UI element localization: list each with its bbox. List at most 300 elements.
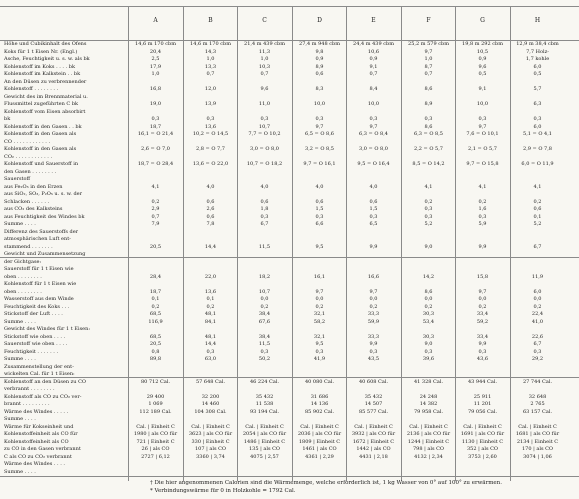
table-cell: 0,1 <box>533 213 542 220</box>
table-cell: 4,1 <box>533 183 542 190</box>
row-label: zu CO in den Gasen verbrannt <box>4 446 81 453</box>
row-rule <box>0 476 579 477</box>
table-cell: 13,6 <box>204 288 217 295</box>
table-cell: 9,7 = O 16,1 <box>303 161 336 168</box>
table-cell: 0,6 <box>260 198 269 205</box>
table-cell: 9,9 <box>369 243 378 250</box>
row-label: Kohlenstoff im Koks . . . . bk <box>4 63 76 70</box>
table-cell: 14,3 <box>204 48 217 55</box>
table-cell: 5,7 <box>533 86 542 93</box>
table-cell: 107 | als CO <box>194 446 227 453</box>
table-cell: 13,6 <box>204 123 217 130</box>
table-cell: 4,0 <box>315 183 324 190</box>
row-label: Gewicht des im Brennmaterial u. <box>4 93 88 100</box>
table-cell: 0,3 <box>369 116 378 123</box>
table-cell: 6,7 <box>260 221 269 228</box>
row-label: atmosphärischen Luft ent- <box>4 236 71 243</box>
table-cell: 9,1 <box>369 63 378 70</box>
table-cell: 9,9 <box>478 243 487 250</box>
table-cell: 8,4 <box>369 86 378 93</box>
table-cell: 53,4 <box>422 318 435 325</box>
table-cell: 12,9 m 38,4 cbm <box>516 41 559 47</box>
row-label: Summe . . . . <box>4 356 36 363</box>
table-cell: 0,6 <box>315 71 324 78</box>
row-label: Koks für 1 t Eisen Nr. (Engl.) <box>4 48 78 55</box>
row-label: Asche, Feuchtigkeit u. s. w. als bk <box>4 56 90 63</box>
table-cell: 0,1 <box>151 296 160 303</box>
table-cell: Cal. | Einheit C <box>300 423 339 430</box>
table-cell: 89,8 <box>149 356 162 363</box>
table-cell: 48,1 <box>204 333 217 340</box>
table-cell: 59,2 <box>476 318 489 325</box>
table-cell: 5,2 <box>424 221 433 228</box>
row-label: Wärme des Windes . . . . . <box>4 408 69 415</box>
table-cell: 5,1 = O 4,1 <box>523 131 552 138</box>
table-cell: 29 400 <box>146 393 165 400</box>
table-cell: 0,6 <box>369 198 378 205</box>
table-cell: 1486 | Einheit C <box>243 438 286 445</box>
table-cell: 0,3 <box>533 348 542 355</box>
table-cell: 2727 | 6,12 <box>141 453 170 460</box>
table-cell: 0,9 <box>315 56 324 63</box>
table-cell: 6,3 = O 8,4 <box>359 131 388 138</box>
table-cell: Cal. | Einheit C <box>354 423 393 430</box>
table-cell: 32,1 <box>313 333 326 340</box>
table-cell: 0,7 <box>260 71 269 78</box>
table-cell: 0,3 <box>478 116 487 123</box>
table-cell: 84,1 <box>204 318 217 325</box>
table-cell: 0,3 <box>206 116 215 123</box>
table-cell: 40 608 Cal. <box>358 378 389 385</box>
table-cell: 8,9 <box>424 101 433 108</box>
table-cell: 1442 | als CO <box>356 446 391 453</box>
table-cell: 9,9 <box>369 341 378 348</box>
table-cell: 14,4 <box>204 243 217 250</box>
table-cell: 0,5 <box>478 71 487 78</box>
table-cell: 3753 | 2,60 <box>468 453 497 460</box>
table-cell: 4,0 <box>260 183 269 190</box>
table-cell: 1672 | Einheit C <box>352 438 395 445</box>
table-cell: 3360 | 3,74 <box>196 453 225 460</box>
table-cell: 4,0 <box>369 183 378 190</box>
table-cell: 6,0 <box>533 288 542 295</box>
table-cell: 43,6 <box>476 356 489 363</box>
column-rule <box>128 6 129 481</box>
table-cell: 14,4 <box>204 341 217 348</box>
table-cell: 33,4 <box>476 311 489 318</box>
table-cell: 2,8 = O 7,7 <box>196 146 225 153</box>
table-cell: 4,1 <box>424 183 433 190</box>
table-cell: 0,6 <box>206 198 215 205</box>
table-cell: 1130 | Einheit C <box>461 438 504 445</box>
column-header-c: C <box>262 17 267 24</box>
table-cell: 9,7 <box>315 288 324 295</box>
table-cell: 7,8 <box>206 221 215 228</box>
table-cell: 14,6 m 170 cbm <box>190 41 231 47</box>
column-rule <box>237 6 238 481</box>
table-cell: 0,2 <box>369 303 378 310</box>
table-cell: 9,6 <box>478 63 487 70</box>
table-cell: 721 | Einheit C <box>136 438 175 445</box>
table-cell: 1,0 <box>424 56 433 63</box>
table-cell: 3,0 = O 8,0 <box>359 146 388 153</box>
table-cell: 41,9 <box>313 356 326 363</box>
table-cell: 8,7 <box>424 63 433 70</box>
table-cell: 1681 | als CO für <box>515 431 560 438</box>
table-cell: 10,0 <box>313 101 326 108</box>
column-header-d: D <box>317 17 322 24</box>
table-cell: 9,0 <box>424 243 433 250</box>
table-cell: 39,6 <box>422 356 435 363</box>
table-cell: 6,6 <box>315 221 324 228</box>
table-cell: 38,4 <box>258 333 271 340</box>
row-label: C als CO zu CO₂ verbrannt <box>4 453 72 460</box>
table-cell: 2054 | als CO für <box>242 431 287 438</box>
table-cell: 0,3 <box>151 116 160 123</box>
row-label: Kohlenstoff und Sauerstoff in <box>4 161 79 168</box>
row-label: Kohlenstoff in den Gasen . . bk <box>4 123 82 130</box>
table-cell: 16,1 <box>313 273 326 280</box>
table-cell: 24,4 m 439 cbm <box>353 41 394 47</box>
table-cell: 10,7 = O 18,2 <box>246 161 283 168</box>
column-rule <box>401 6 402 481</box>
table-cell: 6,0 <box>533 123 542 130</box>
table-cell: 24 248 <box>419 393 438 400</box>
column-header-b: B <box>208 17 213 24</box>
table-cell: 1,7 kohle <box>525 56 550 63</box>
table-cell: 25 911 <box>473 393 492 400</box>
table-cell: 13,9 <box>204 101 217 108</box>
table-cell: 135 | als CO <box>248 446 281 453</box>
table-cell: 3623 | als CO für <box>188 431 233 438</box>
table-cell: 0,3 <box>424 116 433 123</box>
table-cell: 8,6 <box>424 86 433 93</box>
table-cell: 6,3 = O 8,5 <box>414 131 443 138</box>
table-cell: 4431 | 2,18 <box>359 453 388 460</box>
row-label: stammend . . . . . . . <box>4 243 53 250</box>
table-cell: 0,3 <box>260 116 269 123</box>
table-cell: 0,6 <box>206 213 215 220</box>
table-cell: 1980 | als CO für <box>133 431 178 438</box>
table-cell: 3932 | als CO für <box>351 431 396 438</box>
table-cell: Cal. | Einheit C <box>191 423 230 430</box>
table-cell: 0,2 <box>151 198 160 205</box>
row-label: Stickstoff wie oben . . . . <box>4 333 66 340</box>
table-cell: 41,0 <box>531 318 544 325</box>
row-label: Kohlenstoff in den Gasen als <box>4 146 77 153</box>
table-cell: 116,9 <box>148 318 163 325</box>
table-cell: 3074 | 1,06 <box>523 453 552 460</box>
table-cell: 10,0 <box>367 101 380 108</box>
table-cell: 31 686 <box>310 393 329 400</box>
table-cell: 0,0 <box>424 296 433 303</box>
table-cell: 2,5 <box>151 56 160 63</box>
row-label: Kohlenstoff in den Gasen als <box>4 131 77 138</box>
row-label: Feuchtigkeit des Koks . . . <box>4 303 70 310</box>
table-cell: 9,7 <box>315 123 324 130</box>
table-cell: 33,3 <box>367 311 380 318</box>
table-cell: 22,0 <box>204 273 217 280</box>
table-cell: 9,5 <box>315 341 324 348</box>
table-cell: 1244 | Einheit C <box>407 438 450 445</box>
table-cell: 0,3 <box>315 116 324 123</box>
table-cell: Cal. | Einheit C <box>409 423 448 430</box>
table-cell: 6,0 = O 11,9 <box>521 161 554 168</box>
table-cell: 10,2 = O 14,5 <box>192 131 229 138</box>
table-cell: 32 648 <box>528 393 547 400</box>
table-cell: 10,7 <box>258 288 271 295</box>
table-cell: 85 577 Cal. <box>358 408 389 415</box>
table-cell: 1,5 <box>315 206 324 213</box>
table-cell: 18,7 <box>149 123 162 130</box>
table-cell: 9,7 <box>424 48 433 55</box>
table-cell: 0,3 <box>260 213 269 220</box>
table-cell: 0,8 <box>151 348 160 355</box>
table-cell: Cal. | Einheit C <box>136 423 175 430</box>
table-cell: 9,7 <box>478 123 487 130</box>
table-cell: 11 201 <box>473 401 492 408</box>
table-cell: 9,7 <box>478 288 487 295</box>
footnote-2: * Verbindungswärme für 0 in Holzkohle = 1792 Cal. <box>150 488 296 494</box>
table-cell: 4,1 <box>478 183 487 190</box>
table-cell: 20,5 <box>149 243 162 250</box>
row-label: Höhe und Cubikinhalt des Ofens <box>4 41 87 47</box>
table-cell: 79 056 Cal. <box>467 408 498 415</box>
table-cell: 9,1 <box>478 86 487 93</box>
table-cell: 0,2 <box>533 303 542 310</box>
table-cell: 4132 | 2,34 <box>414 453 443 460</box>
column-header-g: G <box>480 17 485 24</box>
table-cell: 9,5 = O 16,4 <box>357 161 390 168</box>
table-cell: 67,6 <box>258 318 271 325</box>
table-cell: 10,3 <box>258 63 271 70</box>
table-cell: 1691 | als CO für <box>460 431 505 438</box>
row-rule <box>0 6 579 7</box>
row-label: aus Feuchtigkeit des Windes bk <box>4 213 85 220</box>
table-cell: 38,4 <box>258 311 271 318</box>
table-cell: 48,1 <box>204 311 217 318</box>
table-cell: 0,3 <box>424 206 433 213</box>
row-label: An den Düsen zu verbrennender <box>4 78 87 85</box>
footnote-1: † Die hier angenommenen Calorien sind die Wärmemenge, welche erforderlich ist, 1 kg Wasser von 0° auf 100° zu erwärmen. <box>150 480 502 486</box>
table-cell: 26 | als CO <box>141 446 170 453</box>
table-cell: 0,7 <box>369 71 378 78</box>
table-cell: 0,3 <box>369 213 378 220</box>
row-label: bk <box>4 116 11 123</box>
table-cell: 0,3 <box>315 348 324 355</box>
row-label: Summe . . . . <box>4 318 36 325</box>
column-rule <box>510 6 511 481</box>
column-rule <box>346 6 347 481</box>
table-cell: 10,0 <box>476 101 489 108</box>
table-cell: 68,5 <box>149 333 162 340</box>
table-cell: 10,7 <box>258 123 271 130</box>
table-cell: 17,9 <box>149 63 162 70</box>
table-cell: 14 136 <box>310 401 329 408</box>
table-cell: 8,9 <box>315 63 324 70</box>
row-label: Feuchtigkeit . . . . . . . <box>4 348 59 355</box>
table-cell: 170 | als CO <box>521 446 554 453</box>
table-cell: 79 958 Cal. <box>413 408 444 415</box>
table-cell: 5,2 <box>533 221 542 228</box>
table-cell: 13,3 <box>204 63 217 70</box>
table-cell: 30,3 <box>422 311 435 318</box>
table-cell: 11,3 <box>258 48 271 55</box>
row-label: verbrannt . . . . . . . . <box>4 386 55 393</box>
table-cell: 8,3 <box>315 86 324 93</box>
row-label: wickelten Cal. für 1 t Eisen: <box>4 371 75 378</box>
table-cell: 798 | als CO <box>412 446 445 453</box>
table-cell: 0,2 <box>533 198 542 205</box>
table-cell: 0,3 <box>260 348 269 355</box>
table-cell: 18,7 = O 28,4 <box>137 161 174 168</box>
table-cell: 33,3 <box>367 333 380 340</box>
table-cell: 22,6 <box>531 333 544 340</box>
row-label: der Gichtgase: <box>4 258 42 265</box>
row-label: Stickstoff der Luft . . . . <box>4 311 63 318</box>
table-cell: 2 765 <box>530 401 545 408</box>
table-cell: 43,5 <box>367 356 380 363</box>
table-cell: 9,5 <box>315 243 324 250</box>
table-cell: 46 224 Cal. <box>249 378 280 385</box>
row-label: Kohlenstoff als CO zu CO₂ ver- <box>4 393 82 400</box>
table-cell: 0,1 <box>206 296 215 303</box>
table-cell: 14 382 <box>419 401 438 408</box>
table-cell: 58,2 <box>313 318 326 325</box>
table-cell: 2,6 = O 7,0 <box>141 146 170 153</box>
table-cell: 9,6 <box>260 86 269 93</box>
table-cell: 1 069 <box>148 401 163 408</box>
table-cell: 6,3 <box>533 101 542 108</box>
table-cell: 8,6 <box>424 288 433 295</box>
table-cell: 0,0 <box>369 296 378 303</box>
table-cell: 35 432 <box>255 393 274 400</box>
table-cell: 1,0 <box>151 71 160 78</box>
table-cell: 18,7 <box>149 288 162 295</box>
table-cell: 2036 | als CO für <box>297 431 342 438</box>
table-cell: 0,2 <box>478 198 487 205</box>
table-cell: 0,2 <box>424 303 433 310</box>
table-cell: 1,5 <box>369 206 378 213</box>
table-cell: 40 080 Cal. <box>304 378 335 385</box>
table-cell: 50,2 <box>258 356 271 363</box>
row-label: Sauerstoff wie oben . . . . <box>4 341 68 348</box>
table-cell: 33,4 <box>476 333 489 340</box>
table-cell: 0,7 <box>424 71 433 78</box>
table-cell: 0,3 <box>369 348 378 355</box>
table-cell: 11,0 <box>258 101 271 108</box>
row-label: Sauerstoff für 1 t Eisen wie <box>4 266 74 273</box>
table-cell: 0,9 <box>369 56 378 63</box>
table-cell: 3,0 = O 8,0 <box>250 146 279 153</box>
row-label: Kohlenstoff . . . . . . . . <box>4 86 59 93</box>
table-cell: 0,2 <box>260 303 269 310</box>
table-cell: 14 507 <box>364 401 383 408</box>
table-cell: 7,7 Holz- <box>526 48 549 55</box>
table-cell: 57 648 Cal. <box>195 378 226 385</box>
table-cell: 27 744 Cal. <box>522 378 553 385</box>
table-cell: 6,5 = O 8,6 <box>305 131 334 138</box>
table-cell: 2,9 = O 7,8 <box>523 146 552 153</box>
table-cell: 35 432 <box>364 393 383 400</box>
table-cell: 10,6 <box>367 48 380 55</box>
table-cell: 0,2 <box>206 303 215 310</box>
table-cell: 43 944 Cal. <box>467 378 498 385</box>
row-label: Kohlenstoff für 1 t Eisen wie <box>4 281 77 288</box>
table-cell: 18,2 <box>258 273 271 280</box>
row-label: aus CO₂ des Kalksteins <box>4 206 63 213</box>
table-cell: 0,0 <box>533 296 542 303</box>
table-cell: 5,9 <box>478 221 487 228</box>
row-label: Differenz des Sauerstoffs der <box>4 228 79 235</box>
table-cell: 9,0 <box>424 341 433 348</box>
table-cell: 13,6 = O 22,0 <box>192 161 229 168</box>
row-label: Summe . . . . <box>4 221 36 228</box>
table-cell: 2,1 = O 5,7 <box>468 146 497 153</box>
table-cell: 9,9 <box>478 341 487 348</box>
table-cell: 1,0 <box>260 56 269 63</box>
table-cell: 22,4 <box>531 311 544 318</box>
table-cell: 68,5 <box>149 311 162 318</box>
row-label: den Gasen . . . . . . . . <box>4 168 57 175</box>
table-cell: 93 194 Cal. <box>249 408 280 415</box>
column-header-e: E <box>371 17 376 24</box>
table-cell: 63 157 Cal. <box>522 408 553 415</box>
table-cell: 3,2 = O 8,5 <box>305 146 334 153</box>
table-cell: 2,6 <box>206 206 215 213</box>
table-cell: 0,3 <box>315 213 324 220</box>
table-cell: 16,8 <box>149 86 162 93</box>
table-cell: 352 | als CO <box>466 446 499 453</box>
table-cell: 16,6 <box>367 273 380 280</box>
table-cell: 0,2 <box>478 303 487 310</box>
table-cell: 32 200 <box>201 393 220 400</box>
table-cell: 1,6 <box>478 206 487 213</box>
table-cell: 2,2 = O 5,7 <box>414 146 443 153</box>
row-label: Kohlenstoffeinheit als CO <box>4 438 69 445</box>
table-cell: 14,2 <box>422 273 435 280</box>
column-rule <box>455 6 456 481</box>
row-label: Wärme für Kokseinheit und <box>4 423 74 430</box>
table-cell: Cal. | Einheit C <box>463 423 502 430</box>
table-cell: 0,5 <box>533 71 542 78</box>
table-cell: 0,6 <box>533 206 542 213</box>
table-cell: 10,5 <box>476 48 489 55</box>
table-cell: 0,3 <box>533 116 542 123</box>
table-cell: 9,7 <box>369 288 378 295</box>
table-cell: 1809 | Einheit C <box>298 438 341 445</box>
row-label: Wärme des Windes . . . . <box>4 461 65 468</box>
table-cell: 6,5 <box>369 221 378 228</box>
row-label: Sauerstoff <box>4 176 31 183</box>
table-cell: 0,3 <box>206 348 215 355</box>
table-cell: 0,2 <box>424 198 433 205</box>
table-cell: 14 460 <box>201 401 220 408</box>
table-cell: 4,0 <box>206 183 215 190</box>
table-cell: 7,9 <box>151 221 160 228</box>
table-cell: 4075 | 2,57 <box>250 453 279 460</box>
table-cell: 0,0 <box>315 296 324 303</box>
row-label: Kohlenstoff im Kalkstein . . bk <box>4 71 81 78</box>
table-cell: 1461 | als CO <box>302 446 337 453</box>
table-cell: 80 712 Cal. <box>140 378 171 385</box>
table-cell: 11,5 <box>258 243 271 250</box>
table-cell: 11,9 <box>531 273 544 280</box>
table-cell: 27,4 m 948 cbm <box>299 41 340 47</box>
table-cell: 85 902 Cal. <box>304 408 335 415</box>
table-cell: 9,7 = O 15,8 <box>466 161 499 168</box>
table-cell: 7,7 = O 10,2 <box>248 131 281 138</box>
